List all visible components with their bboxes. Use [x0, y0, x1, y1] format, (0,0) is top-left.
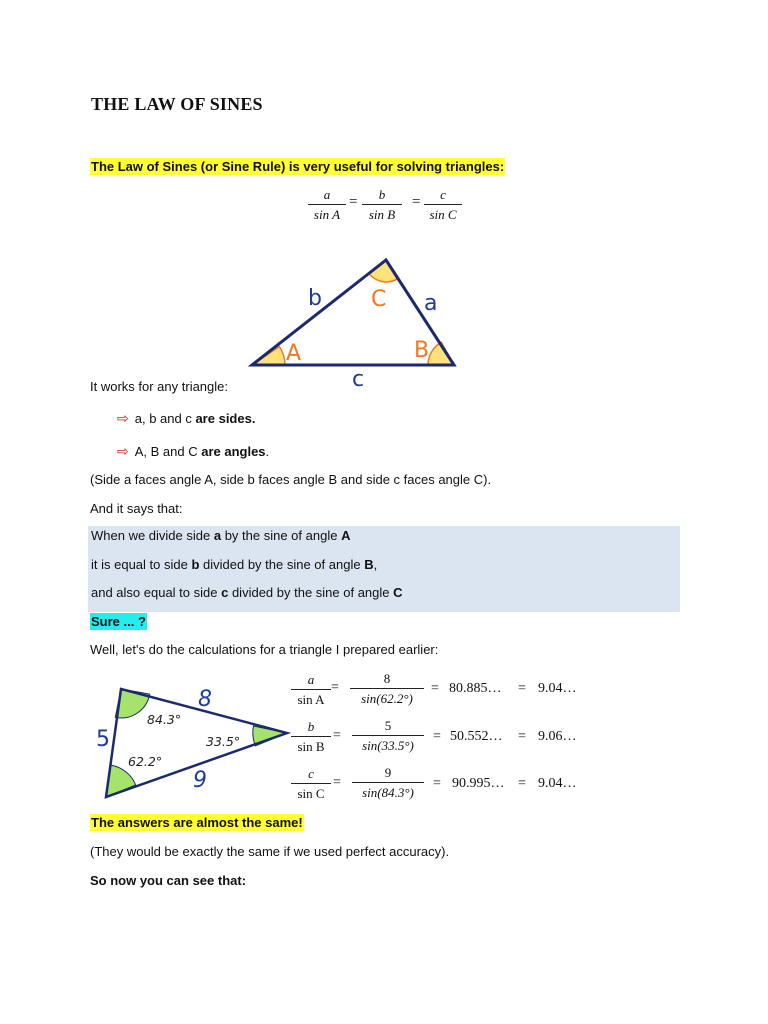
calc-row-2-result: 50.552… — [450, 729, 503, 744]
equals-sign: = — [333, 728, 341, 743]
bullet-angles — [117, 443, 269, 460]
fraction-denominator: sin A — [297, 692, 325, 707]
calc-row-3-final: 9.04… — [538, 776, 577, 791]
fraction-numerator: 5 — [352, 718, 424, 736]
triangle-abc-diagram — [240, 250, 480, 390]
page-title: THE LAW OF SINES — [91, 94, 263, 114]
almost-line — [90, 815, 304, 830]
fraction-a-over-sinA — [308, 187, 346, 223]
panel-text: divided by the sine of angle — [199, 557, 365, 572]
bullet-prefix: a, b and c — [134, 411, 196, 426]
side-label-b: b — [308, 286, 322, 311]
fraction-numerator: 9 — [352, 765, 424, 783]
fraction-numerator: 8 — [350, 671, 424, 689]
panel-text: it is equal to side — [91, 557, 192, 572]
panel-bold: C — [393, 585, 403, 600]
panel-line-2 — [91, 557, 377, 572]
fraction-c-over-sinC — [424, 187, 462, 223]
fraction-numerator: b — [291, 719, 331, 737]
works-line: It works for any triangle: — [90, 379, 228, 394]
panel-text: divided by the sine of angle — [228, 585, 394, 600]
angle-label-A: A — [286, 341, 302, 366]
angle-label-top: 84.3° — [147, 712, 182, 727]
side-label-9: 9 — [193, 768, 207, 793]
right-arrow-icon: ⇨ — [117, 410, 129, 426]
equals-sign: = — [433, 776, 441, 791]
bullet-bold: are sides. — [195, 411, 256, 426]
angle-label-C: C — [371, 287, 387, 312]
equals-sign: = — [518, 729, 526, 744]
side-label-8: 8 — [198, 687, 212, 712]
panel-line-3 — [91, 585, 403, 600]
equals-sign: = — [412, 194, 421, 210]
panel-bold: a — [213, 528, 222, 543]
fraction-denominator: sin B — [297, 739, 325, 754]
bullet-prefix: A, B and C — [134, 444, 202, 459]
calc-row-2-lhs — [291, 719, 331, 755]
fraction-numerator: c — [424, 187, 462, 205]
panel-bold: B — [364, 557, 374, 572]
panel-text: When we divide side — [91, 528, 214, 543]
sure-highlight: Sure ... ? — [91, 614, 146, 629]
fraction-denominator: sin B — [368, 207, 396, 222]
bullet-suffix: . — [265, 444, 270, 459]
equals-sign: = — [349, 194, 358, 210]
bullet-bold: are angles — [201, 444, 266, 459]
fraction-denominator: sin C — [429, 207, 457, 222]
calc-row-1-lhs — [291, 672, 331, 708]
triangle-example-diagram — [85, 676, 300, 806]
calc-row-2-mid — [352, 718, 424, 754]
calc-row-1-mid — [350, 671, 424, 707]
law-of-sines-formula — [0, 183, 768, 223]
fraction-denominator: sin A — [313, 207, 341, 222]
fraction-denominator: sin C — [297, 786, 325, 801]
fraction-numerator: b — [362, 187, 402, 205]
panel-bold: c — [221, 585, 229, 600]
right-arrow-icon: ⇨ — [117, 443, 129, 459]
panel-line-1 — [91, 528, 350, 543]
sure-line — [90, 614, 147, 629]
equals-sign: = — [431, 681, 439, 696]
says-line: And it says that: — [90, 501, 183, 516]
see-line: So now you can see that: — [90, 873, 247, 888]
panel-bold: b — [191, 557, 200, 572]
fraction-denominator: sin(62.2°) — [361, 691, 413, 706]
equals-sign: = — [333, 775, 341, 790]
fraction-numerator: a — [308, 187, 346, 205]
calc-row-2-final: 9.06… — [538, 729, 577, 744]
calc-row-3-mid — [352, 765, 424, 801]
side-label-c: c — [352, 367, 365, 390]
bullet-sides — [117, 410, 255, 427]
fraction-b-over-sinB — [362, 187, 402, 223]
equals-sign: = — [331, 680, 339, 695]
panel-bold: A — [341, 528, 351, 543]
angle-label-right: 33.5° — [206, 734, 241, 749]
angle-label-bottom: 62.2° — [128, 754, 163, 769]
intro-line — [90, 159, 505, 174]
fraction-numerator: a — [291, 672, 331, 690]
exact-line: (They would be exactly the same if we used perfect accuracy). — [90, 844, 450, 859]
faces-line: (Side a faces angle A, side b faces angle B and side c faces angle C). — [90, 472, 492, 487]
side-label-a: a — [424, 291, 438, 316]
panel-text: and also equal to side — [91, 585, 222, 600]
equals-sign: = — [433, 729, 441, 744]
fraction-denominator: sin(33.5°) — [362, 738, 414, 753]
intro-highlight: The Law of Sines (or Sine Rule) is very useful for solving triangles: — [91, 159, 505, 174]
fraction-denominator: sin(84.3°) — [362, 785, 414, 800]
calc-row-3-lhs — [291, 766, 331, 802]
well-line: Well, let's do the calculations for a triangle I prepared earlier: — [90, 642, 439, 657]
equals-sign: = — [518, 776, 526, 791]
almost-highlight: The answers are almost the same! — [91, 815, 303, 830]
side-label-5: 5 — [96, 727, 110, 752]
fraction-numerator: c — [291, 766, 331, 784]
angle-label-B: B — [414, 338, 430, 363]
calc-row-1-result: 80.885… — [449, 681, 502, 696]
equals-sign: = — [518, 681, 526, 696]
calc-row-3-result: 90.995… — [452, 776, 505, 791]
panel-text: by the sine of angle — [221, 528, 342, 543]
panel-text: , — [373, 557, 378, 572]
calc-row-1-final: 9.04… — [538, 681, 577, 696]
